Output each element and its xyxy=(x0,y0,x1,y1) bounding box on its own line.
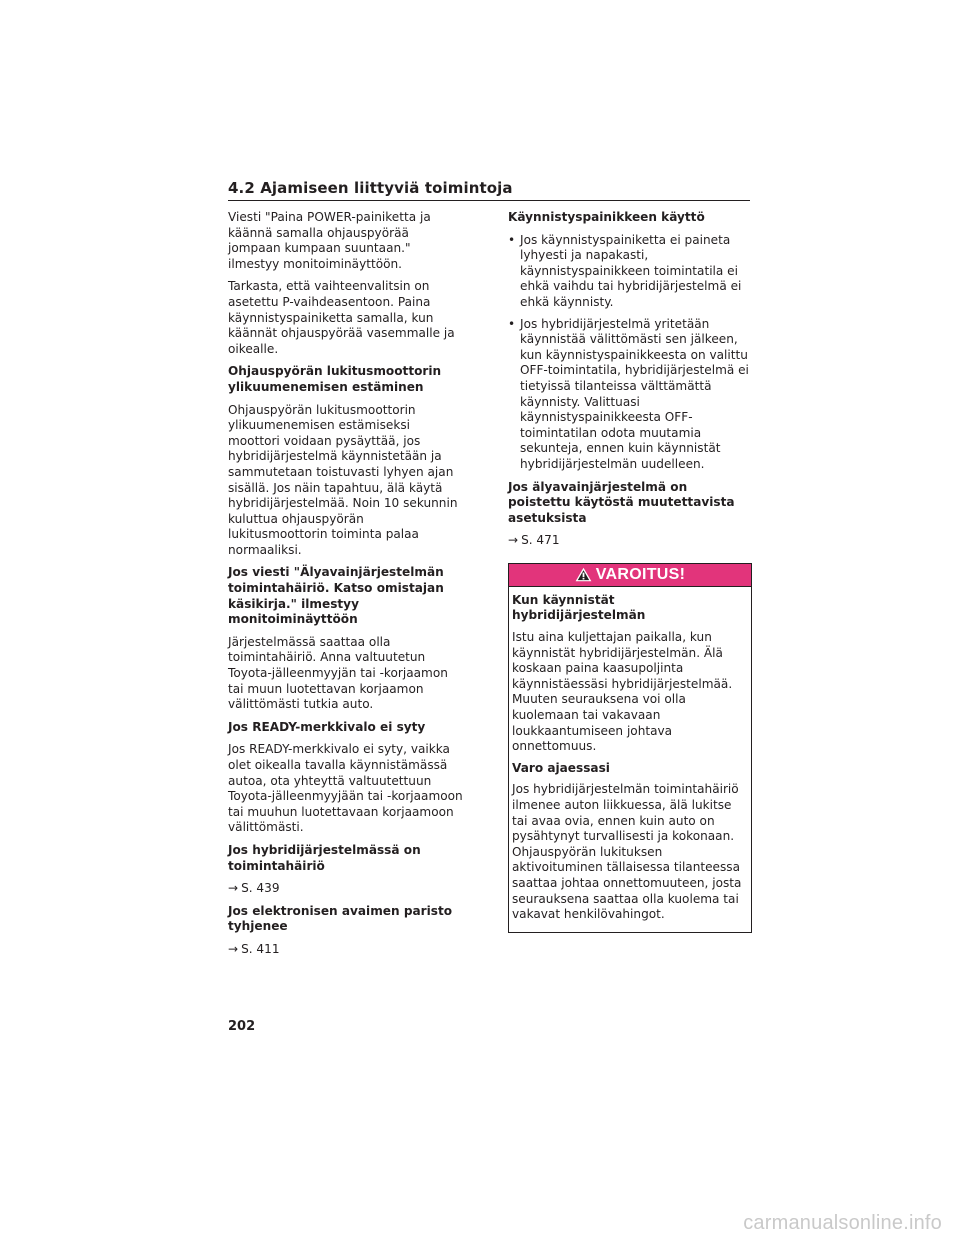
watermark: carmanualsonline.info xyxy=(743,1212,942,1234)
warning-paragraph: Istu aina kuljettajan paikalla, kun käynnistät hybridijärjestelmän. Älä koskaan paina kaasupoljinta käynnistäessäsi hybridijärjestelmää. Muuten seurauksena voi olla kuolemaan tai vakavaan loukkaantumiseen johtava onnettomuus. xyxy=(512,630,733,754)
section-header xyxy=(228,178,750,201)
warning-subheading: Varo ajaessasi xyxy=(512,760,610,775)
warning-title: VAROITUS! xyxy=(595,566,686,584)
page-reference-link[interactable] xyxy=(228,942,464,958)
left-column xyxy=(228,210,464,965)
paragraph: Ohjauspyörän lukitusmoottorin ylikuumenemisen estämiseksi moottori voidaan pysäyttää, jos hybridijärjestelmä käynnistetään ja sammutetaan toistuvasti lyhyen ajan sisällä. Jos näin tapahtuu, älä käytä hybridijärjestelmää. Noin 10 sekunnin kuluttua ohjauspyörän lukitusmoottorin toiminta palaa normaaliksi. xyxy=(228,402,458,557)
arrow-right-icon: → xyxy=(508,533,519,548)
page-reference-text: S. 471 xyxy=(521,533,560,548)
arrow-right-icon: → xyxy=(228,941,239,956)
subheading: Ohjauspyörän lukitusmoottorin ylikuumenemisen estäminen xyxy=(228,364,442,394)
page-number: 202 xyxy=(228,1019,256,1034)
page-reference-text: S. 439 xyxy=(241,881,280,896)
list-item-text: Jos käynnistyspainiketta ei paineta lyhyesti ja napakasti, käynnistyspainikkeen toimintatila ei ehkä vaihdu tai hybridijärjestelmä ei ehkä käynnisty. xyxy=(520,232,742,309)
paragraph: Jos READY-merkkivalo ei syty, vaikka olet oikealla tavalla käynnistämässä autoa, ota yhteyttä valtuutettuun Toyota-jälleenmyyjään tai -korjaamoon tai muuhun luotettavaan korjaamoon välittömästi. xyxy=(228,742,463,835)
paragraph: Viesti "Paina POWER-painiketta ja käännä samalla ohjauspyörää jompaan kumpaan suuntaan." ilmestyy monitoiminäyttöön. xyxy=(228,210,431,271)
paragraph: Järjestelmässä saattaa olla toimintahäiriö. Anna valtuutetun Toyota-jälleenmyyjän tai -korjaamon tai muun luotettavan korjaamon välittömästi tutkia auto. xyxy=(228,634,448,712)
subheading: Jos hybridijärjestelmässä on toimintahäiriö xyxy=(228,842,421,873)
list-item xyxy=(508,233,752,311)
warning-body xyxy=(509,587,751,932)
page-reference-text: S. 411 xyxy=(241,941,280,956)
subheading: Jos viesti "Älyavainjärjestelmän toimintahäiriö. Katso omistajan käsikirja." ilmestyy monitoiminäyttöön xyxy=(228,565,444,627)
subheading: Jos READY-merkkivalo ei syty xyxy=(228,719,426,734)
warning-paragraph: Jos hybridijärjestelmän toimintahäiriö ilmenee auton liikkuessa, älä lukitse tai avaa ovia, ennen kuin auto on pysähtynyt turvallisesti ja kokonaan. Ohjauspyörän lukituksen aktivoituminen tällaisessa tilanteessa saattaa johtaa onnettomuuteen, josta seurauksena saattaa olla kuolema tai vakavat henkilövahingot. xyxy=(512,782,742,922)
page-reference-link[interactable] xyxy=(228,881,464,897)
right-column xyxy=(508,210,752,940)
bullet-icon: • xyxy=(508,232,516,247)
section-title: 4.2 Ajamiseen liittyviä toimintoja xyxy=(228,179,513,197)
warning-triangle-icon xyxy=(575,567,592,582)
warning-box xyxy=(508,563,752,933)
arrow-right-icon: → xyxy=(228,881,239,896)
bullet-icon: • xyxy=(508,316,516,331)
subheading: Jos älyavainjärjestelmä on poistettu käytöstä muutettavista asetuksista xyxy=(508,479,735,525)
paragraph: Tarkasta, että vaihteenvalitsin on asetettu P-vaihdeasentoon. Paina käynnistyspainiketta samalla, kun käännät ohjauspyörää vasemmalle ja oikealle. xyxy=(228,279,455,356)
list-item xyxy=(508,317,752,473)
subheading: Jos elektronisen avaimen paristo tyhjenee xyxy=(228,903,453,934)
list-item-text: Jos hybridijärjestelmä yritetään käynnistää välittömästi sen jälkeen, kun käynnistyspainikkeesta on valittu OFF-toimintatila, hybridijärjestelmä ei tietyissä tilanteissa välttämättä käynnisty. Valittuasi käynnistyspainikkeesta OFF-toimintatilan odota muutamia sekunteja, ennen kuin käynnistät hybridijärjestelmän uudelleen. xyxy=(520,316,749,471)
subheading: Käynnistyspainikkeen käyttö xyxy=(508,210,705,224)
warning-header xyxy=(509,564,751,587)
page-reference-link[interactable] xyxy=(508,533,752,549)
bullet-list xyxy=(508,233,752,473)
warning-subheading: Kun käynnistät hybridijärjestelmän xyxy=(512,592,646,623)
